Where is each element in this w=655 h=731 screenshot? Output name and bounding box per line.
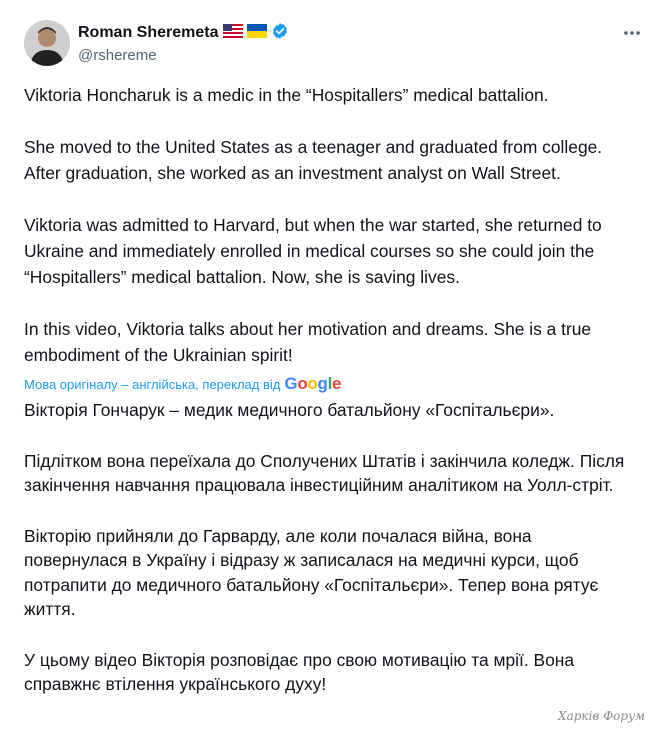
translated-paragraph: У цьому відео Вікторія розповідає про свою мотивацію та мрії. Вона справжнє втілення українського духу! xyxy=(24,649,575,694)
tweet-paragraph: She moved to the United States as a teenager and graduated from college. After graduation, she worked as an investment analyst on Wall Street. xyxy=(24,137,603,183)
tweet-body xyxy=(24,82,639,723)
ukraine-flag-icon xyxy=(247,24,267,43)
us-flag-icon xyxy=(223,24,243,43)
more-options-icon[interactable] xyxy=(621,22,643,44)
translation-note[interactable] xyxy=(24,372,639,396)
translated-paragraph: Вікторія Гончарук – медик медичного батальйону «Госпітальєри». xyxy=(24,400,555,420)
author-name[interactable]: Roman Sheremeta xyxy=(78,24,219,41)
author-handle[interactable]: @rshereme xyxy=(78,47,157,64)
verified-badge-icon[interactable] xyxy=(271,22,289,45)
translation-note-text: Мова оригіналу – англійська, переклад від xyxy=(24,376,281,392)
avatar[interactable] xyxy=(24,20,70,66)
translated-paragraph: Вікторію прийняли до Гарварду, але коли почалася війна, вона повернулася в Україну і відразу ж записалася на медичні курси, щоб потрапити до медичного батальйону «Госпітальєри». Тепер вона рятує життя. xyxy=(24,525,599,619)
tweet-paragraph: Viktoria was admitted to Harvard, but when the war started, she returned to Ukraine and immediately enrolled in medical courses so she could join the “Hospitallers” medical battalion. Now, she is saving lives. xyxy=(24,215,602,287)
tweet-paragraph: In this video, Viktoria talks about her motivation and dreams. She is a true embodiment of the Ukrainian spirit! xyxy=(24,319,592,365)
google-logo: Google xyxy=(284,374,342,393)
tweet-paragraph: Viktoria Honcharuk is a medic in the “Hospitallers” medical battalion. xyxy=(24,85,549,105)
translated-paragraph: Підлітком вона переїхала до Сполучених Штатів і закінчила коледж. Після закінчення навчання працювала інвестиційним аналітиком на Уолл-стріт. xyxy=(24,450,625,495)
watermark: Харків Форум xyxy=(558,709,645,723)
tweet-header xyxy=(24,18,643,70)
